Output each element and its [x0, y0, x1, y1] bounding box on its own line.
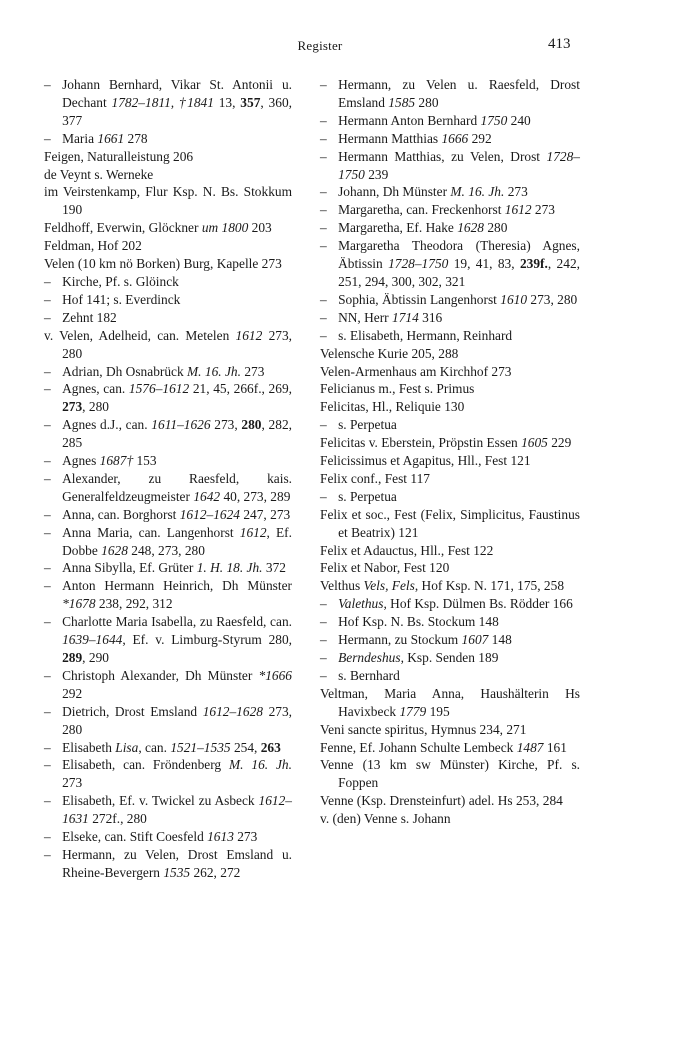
entry-text: 13,: [213, 94, 241, 110]
italic-text: 1779: [399, 703, 427, 719]
entry-text: , Ksp. Senden 189: [400, 650, 499, 665]
subentry-dash: –: [44, 829, 51, 845]
subentry-dash: –: [44, 309, 51, 325]
entry-text: Anna, can. Borghorst: [62, 506, 180, 522]
subentry-dash: –: [320, 130, 327, 146]
italic-text: 1487: [516, 739, 544, 755]
index-subentry: [44, 291, 292, 309]
italic-text: 1607: [461, 632, 489, 648]
entry-text: 273, 280: [62, 703, 292, 737]
subentry-dash: –: [44, 381, 51, 397]
entry-text: 273: [504, 184, 528, 200]
index-entry: [44, 166, 292, 184]
entry-text: Velthus: [320, 578, 364, 594]
entry-text: Felicianus m., Fest s. Primus: [320, 381, 475, 397]
index-entry: [44, 183, 292, 219]
italic-text: *1678: [62, 596, 96, 612]
entry-text: Adrian, Dh Osnabrück: [62, 363, 188, 379]
entry-text: Johann Bernhard, Vikar St. Antonii u. Dechant: [62, 77, 292, 110]
subentry-dash: –: [44, 273, 51, 289]
index-entry: [320, 577, 580, 595]
index-subentry: [44, 524, 292, 560]
italic-text: 1535: [163, 864, 191, 880]
entry-text: 273,: [210, 417, 242, 433]
entry-text: Alexander, zu Raesfeld, kais. Generalfeldzeugmeister: [62, 470, 292, 504]
index-subentry: [44, 470, 292, 506]
italic-text: 1642: [193, 488, 221, 504]
index-subentry: [320, 219, 580, 237]
entry-text: Velensche Kurie 205, 288: [320, 345, 459, 361]
index-entry: [320, 756, 580, 792]
index-entry: [320, 506, 580, 542]
subentry-dash: –: [44, 614, 51, 630]
entry-text: Feigen, Naturalleistung 206: [44, 148, 194, 164]
index-subentry: [320, 667, 580, 685]
entry-text: 272f., 280: [88, 811, 147, 827]
entry-text: Feldhoff, Everwin, Glöckner: [44, 220, 202, 236]
entry-text: , 290: [82, 650, 109, 665]
index-subentry: [44, 559, 292, 577]
entry-text: 195: [426, 703, 450, 719]
index-entry: [320, 792, 580, 810]
entry-text: , can.: [138, 739, 171, 755]
subentry-dash: –: [44, 703, 51, 719]
italic-text: 1612–1631: [62, 793, 292, 827]
index-subentry: [320, 595, 580, 613]
entry-text: Anton Hermann Heinrich, Dh Münster: [62, 578, 292, 594]
entry-text: 161: [543, 739, 567, 755]
italic-text: 1611–1626: [151, 417, 211, 433]
entry-text: 278: [124, 130, 148, 146]
entry-text: Elisabeth, Ef. v. Twickel zu Asbeck: [62, 793, 259, 809]
index-entry: [320, 739, 580, 757]
subentry-dash: –: [44, 739, 51, 755]
index-subentry: [320, 112, 580, 130]
entry-text: 273, 280: [527, 291, 578, 307]
bold-page-ref: 263: [260, 739, 281, 755]
subentry-dash: –: [44, 453, 51, 469]
index-subentry: [320, 327, 580, 345]
entry-text: Venne (Ksp. Drensteinfurt) adel. Hs 253, 284: [320, 793, 563, 809]
italic-text: 1612–1624: [179, 506, 240, 522]
subentry-dash: –: [44, 130, 51, 146]
bold-page-ref: 273: [62, 399, 83, 415]
index-column-left: [44, 76, 292, 882]
index-subentry: [44, 846, 292, 882]
index-subentry: [44, 416, 292, 452]
subentry-dash: –: [320, 291, 327, 307]
entry-text: 254,: [230, 739, 261, 755]
entry-text: Hermann Matthias: [338, 130, 442, 146]
entry-text: 273: [62, 775, 83, 791]
index-entry: [320, 363, 580, 381]
index-subentry: [44, 506, 292, 524]
italic-text: 1612–1628: [202, 703, 263, 719]
index-column-right: [320, 76, 580, 828]
entry-text: Charlotte Maria Isabella, zu Raesfeld, can.: [62, 614, 292, 630]
entry-text: v. (den) Venne s. Johann: [320, 811, 451, 827]
index-subentry: [320, 291, 580, 309]
entry-text: 280: [415, 94, 439, 110]
entry-text: 273: [531, 202, 555, 218]
subentry-dash: –: [44, 578, 51, 594]
entry-text: 280: [483, 220, 508, 236]
entry-text: Agnes d.J., can.: [62, 417, 152, 433]
entry-text: , 360, 377: [62, 94, 292, 128]
entry-text: Veltman, Maria Anna, Haushälterin Hs Havixbeck: [320, 685, 580, 719]
entry-text: 21, 45, 266f., 269,: [189, 381, 292, 397]
entry-text: Dietrich, Drost Emsland: [62, 703, 203, 719]
entry-text: 292: [62, 685, 83, 701]
index-entry: [320, 380, 580, 398]
entry-text: Feldman, Hof 202: [44, 238, 142, 254]
index-subentry: [44, 577, 292, 613]
entry-text: , 282, 285: [62, 417, 292, 451]
entry-text: Sophia, Äbtissin Langenhorst: [338, 291, 501, 307]
index-subentry: [320, 237, 580, 291]
subentry-dash: –: [320, 667, 327, 683]
italic-text: 1687†: [99, 453, 134, 469]
entry-text: Felicissimus et Agapitus, Hll., Fest 121: [320, 453, 531, 469]
index-subentry: [44, 792, 292, 828]
entry-text: Zehnt 182: [62, 309, 117, 325]
index-entry: [320, 345, 580, 363]
italic-text: M. 16. Jh.: [229, 757, 292, 773]
subentry-dash: –: [320, 238, 327, 254]
entry-text: 148: [488, 632, 512, 648]
index-subentry: [320, 309, 580, 327]
italic-text: 1605: [521, 435, 548, 451]
index-entry: [44, 237, 292, 255]
subentry-dash: –: [320, 650, 327, 665]
subentry-dash: –: [44, 560, 51, 576]
entry-text: Hof 141; s. Everdinck: [62, 291, 181, 307]
index-subentry: [320, 130, 580, 148]
entry-text: Felix et Nabor, Fest 120: [320, 560, 450, 576]
index-subentry: [320, 148, 580, 184]
entry-text: Margaretha Theodora (Theresia) Agnes, Äbtissin: [338, 238, 580, 272]
italic-text: 1639–1644: [62, 632, 123, 648]
page-number: 413: [548, 36, 571, 52]
entry-text: 273: [233, 829, 258, 845]
index-subentry: [44, 756, 292, 792]
index-entry: [320, 721, 580, 739]
entry-text: Elseke, can. Stift Coesfeld: [62, 829, 208, 845]
bold-page-ref: 289: [62, 650, 83, 665]
italic-text: 1714: [392, 309, 419, 325]
entry-text: Johann, Dh Münster: [338, 184, 451, 200]
entry-text: Velen-Armenhaus am Kirchhof 273: [320, 363, 512, 379]
subentry-dash: –: [320, 202, 327, 218]
index-subentry: [44, 739, 292, 757]
italic-text: 1610: [500, 291, 528, 307]
index-subentry: [320, 416, 580, 434]
italic-text: Valethus: [338, 596, 384, 612]
entry-text: 238, 292, 312: [95, 596, 173, 612]
italic-text: 1728–1750: [338, 148, 580, 182]
subentry-dash: –: [44, 77, 51, 92]
subentry-dash: –: [44, 506, 51, 522]
italic-text: 1576–1612: [128, 381, 190, 397]
entry-text: Hermann, zu Velen, Drost Emsland u. Rheine-Bevergern: [62, 846, 292, 880]
index-subentry: [320, 76, 580, 112]
entry-text: Hermann, zu Stockum: [338, 632, 462, 648]
entry-text: s. Perpetua: [338, 417, 397, 433]
entry-text: , Ef. Dobbe: [62, 524, 292, 558]
entry-text: Margaretha, can. Freckenhorst: [338, 202, 505, 218]
index-subentry: [44, 828, 292, 846]
italic-text: um 1800: [201, 220, 249, 236]
italic-text: 1728–1750: [388, 256, 449, 272]
entry-text: Felicitas, Hl., Reliquie 130: [320, 399, 465, 415]
italic-text: Vels, Fels: [363, 578, 415, 594]
entry-text: Agnes, can.: [62, 381, 129, 397]
subentry-dash: –: [320, 417, 327, 433]
entry-text: , Hof Ksp. N. 171, 175, 258: [414, 578, 565, 594]
entry-text: Elisabeth: [62, 739, 116, 755]
italic-text: 1661: [97, 130, 125, 146]
index-entry: [320, 434, 580, 452]
subentry-dash: –: [320, 488, 327, 504]
index-entry: [44, 148, 292, 166]
bold-page-ref: 357: [240, 94, 261, 110]
entry-text: Kirche, Pf. s. Glöinck: [62, 273, 179, 289]
entry-text: , Hof Ksp. Dülmen Bs. Rödder 166: [383, 596, 573, 612]
subentry-dash: –: [44, 470, 51, 486]
italic-text: 1628: [457, 220, 484, 236]
index-entry: [320, 559, 580, 577]
italic-text: 1666: [441, 130, 469, 146]
index-subentry: [44, 613, 292, 667]
italic-text: 1612: [235, 327, 263, 343]
index-entry: [44, 255, 292, 273]
index-subentry: [44, 703, 292, 739]
entry-text: 273: [240, 363, 265, 379]
index-subentry: [320, 201, 580, 219]
entry-text: , 280: [82, 399, 109, 415]
entry-text: im Veirstenkamp, Flur Ksp. N. Bs. Stokkum 190: [44, 184, 292, 218]
entry-text: Hof Ksp. N. Bs. Stockum 148: [338, 614, 499, 630]
index-entry: [320, 542, 580, 560]
index-entry: [320, 470, 580, 488]
entry-text: s. Bernhard: [338, 667, 400, 683]
subentry-dash: –: [320, 309, 327, 325]
italic-text: Lisa: [115, 739, 139, 755]
entry-text: 248, 273, 280: [127, 542, 205, 558]
index-entry: [44, 327, 292, 363]
italic-text: M. 16. Jh.: [187, 363, 241, 379]
subentry-dash: –: [44, 757, 51, 773]
entry-text: 262, 272: [190, 864, 241, 880]
index-entry: [320, 685, 580, 721]
entry-text: 273, 280: [62, 327, 292, 361]
entry-text: Elisabeth, can. Fröndenberg: [62, 757, 229, 773]
index-subentry: [44, 76, 292, 130]
subentry-dash: –: [44, 363, 51, 379]
entry-text: 239: [364, 166, 389, 182]
italic-text: 1750: [480, 112, 508, 128]
subentry-dash: –: [44, 793, 51, 809]
entry-text: Felicitas v. Eberstein, Pröpstin Essen: [320, 435, 522, 451]
index-subentry: [44, 452, 292, 470]
subentry-dash: –: [44, 667, 51, 683]
entry-text: Velen (10 km nö Borken) Burg, Kapelle 273: [44, 256, 282, 272]
italic-text: 1612: [239, 524, 267, 540]
subentry-dash: –: [44, 417, 51, 433]
index-subentry: [320, 183, 580, 201]
subentry-dash: –: [320, 148, 327, 164]
italic-text: 1612: [504, 202, 532, 218]
index-subentry: [320, 613, 580, 631]
entry-text: 19, 41, 83,: [448, 256, 520, 272]
index-entry: [44, 219, 292, 237]
italic-text: 1585: [388, 94, 416, 110]
entry-text: 203: [248, 220, 272, 236]
subentry-dash: –: [320, 596, 327, 612]
entry-text: 229: [547, 435, 572, 451]
bold-page-ref: 280: [241, 417, 262, 433]
entry-text: s. Elisabeth, Hermann, Reinhard: [338, 327, 513, 343]
entry-text: 372: [262, 560, 286, 576]
running-header-title: Register: [297, 38, 343, 53]
entry-text: v. Velen, Adelheid, can. Metelen: [44, 327, 236, 343]
subentry-dash: –: [320, 220, 327, 236]
italic-text: 1613: [207, 829, 234, 845]
entry-text: s. Perpetua: [338, 488, 397, 504]
entry-text: 292: [468, 130, 492, 146]
entry-text: Fenne, Ef. Johann Schulte Lembeck: [320, 739, 517, 755]
index-subentry: [320, 631, 580, 649]
entry-text: Anna Sibylla, Ef. Grüter: [62, 560, 197, 576]
italic-text: Berndeshus: [338, 650, 401, 665]
entry-text: 153: [133, 453, 157, 469]
index-subentry: [44, 380, 292, 416]
entry-text: 316: [418, 309, 443, 325]
index-entry: [320, 398, 580, 416]
index-subentry: [320, 649, 580, 667]
bold-page-ref: 239f.: [519, 256, 548, 272]
index-entry: [320, 810, 580, 828]
entry-text: Margaretha, Ef. Hake: [338, 220, 458, 236]
entry-text: Anna Maria, can. Langenhorst: [62, 524, 240, 540]
subentry-dash: –: [320, 184, 327, 200]
entry-text: , 242, 251, 294, 300, 302, 321: [338, 256, 580, 289]
entry-text: 40, 273, 289: [220, 488, 291, 504]
subentry-dash: –: [320, 632, 327, 648]
italic-text: M. 16. Jh.: [450, 184, 505, 200]
entry-text: de Veynt s. Werneke: [44, 166, 154, 182]
subentry-dash: –: [320, 112, 327, 128]
entry-text: 240: [507, 112, 531, 128]
entry-text: Felix conf., Fest 117: [320, 470, 430, 486]
entry-text: Veni sancte spiritus, Hymnus 234, 271: [320, 721, 527, 737]
index-subentry: [320, 488, 580, 506]
index-subentry: [44, 667, 292, 703]
subentry-dash: –: [320, 614, 327, 630]
entry-text: , Ef. v. Limburg-Styrum 280,: [122, 632, 292, 648]
entry-text: Hermann Matthias, zu Velen, Drost: [338, 148, 547, 164]
subentry-dash: –: [44, 846, 51, 862]
index-subentry: [44, 130, 292, 148]
index-subentry: [44, 273, 292, 291]
index-entry: [320, 452, 580, 470]
subentry-dash: –: [44, 524, 51, 540]
entry-text: Venne (13 km sw Münster) Kirche, Pf. s. Foppen: [320, 757, 580, 791]
italic-text: 1782–1811, †1841: [111, 94, 214, 110]
entry-text: Hermann Anton Bernhard: [338, 112, 481, 128]
subentry-dash: –: [320, 327, 327, 343]
entry-text: Hermann, zu Velen u. Raesfeld, Drost Emsland: [338, 77, 580, 110]
italic-text: 1521–1535: [170, 739, 231, 755]
entry-text: Christoph Alexander, Dh Münster: [62, 667, 259, 683]
italic-text: *1666: [258, 667, 292, 683]
entry-text: Maria: [62, 130, 98, 146]
entry-text: NN, Herr: [338, 309, 392, 325]
italic-text: 1. H. 18. Jh.: [196, 560, 263, 576]
index-subentry: [44, 309, 292, 327]
entry-text: Agnes: [62, 453, 100, 469]
entry-text: 247, 273: [240, 506, 291, 522]
subentry-dash: –: [320, 77, 327, 92]
index-subentry: [44, 363, 292, 381]
entry-text: Felix et Adauctus, Hll., Fest 122: [320, 542, 494, 558]
entry-text: Felix et soc., Fest (Felix, Simplicitus, Faustinus et Beatrix) 121: [320, 506, 580, 540]
italic-text: 1628: [101, 542, 128, 558]
subentry-dash: –: [44, 291, 51, 307]
